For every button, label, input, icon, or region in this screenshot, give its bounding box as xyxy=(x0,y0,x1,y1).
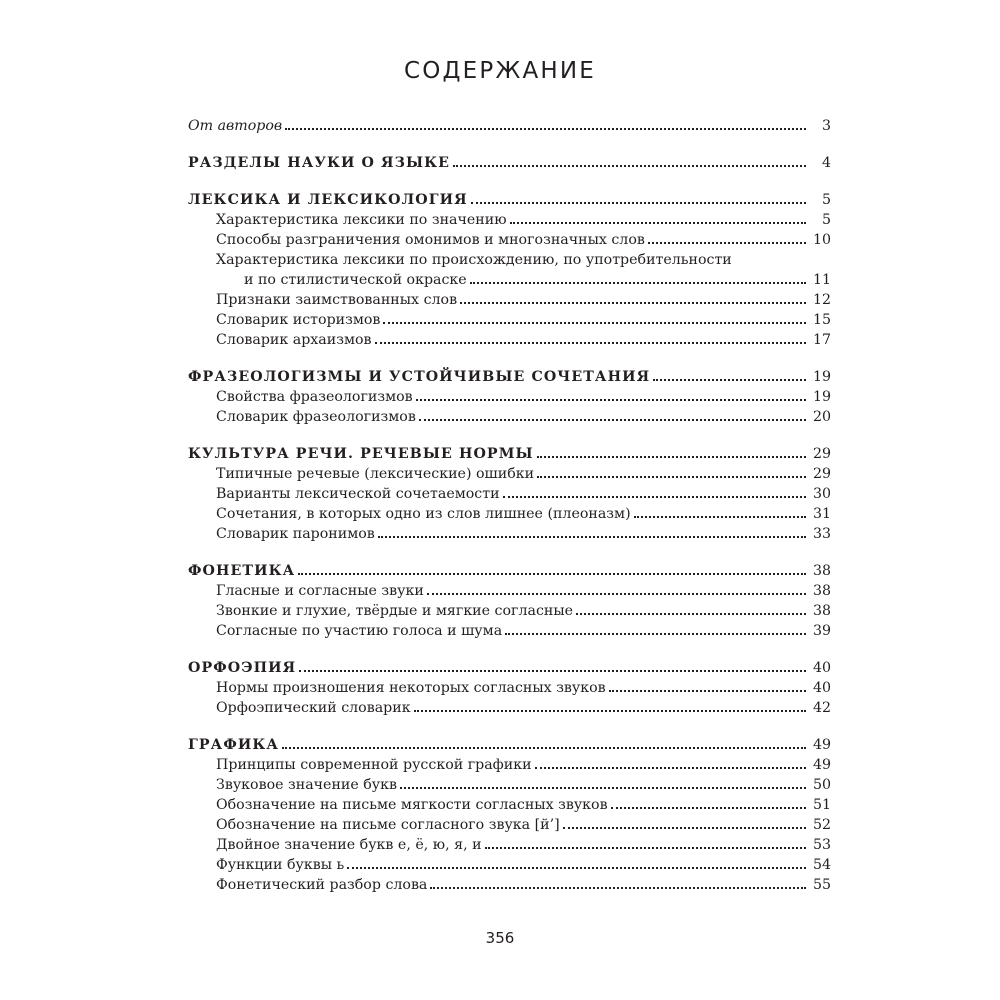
toc-section-heading[interactable] xyxy=(188,733,831,753)
dot-leader xyxy=(634,507,806,518)
toc-entry-page: 20 xyxy=(812,409,831,425)
toc-entry-page: 53 xyxy=(812,837,831,853)
toc-section xyxy=(188,151,831,171)
dot-leader xyxy=(576,604,806,615)
toc-entry-page: 40 xyxy=(812,660,831,676)
toc-section-heading[interactable] xyxy=(188,188,831,208)
toc-entry-page: 29 xyxy=(812,466,831,482)
dot-leader xyxy=(609,681,806,692)
toc-entry-label: Гласные и согласные звуки xyxy=(216,583,424,599)
toc-entry-page: 4 xyxy=(821,155,831,171)
toc-entry-page: 42 xyxy=(812,700,831,716)
toc-entry-label: Нормы произношения некоторых согласных звуков xyxy=(216,680,606,696)
toc-entry-label: Способы разграничения омонимов и многозначных слов xyxy=(216,232,645,248)
dot-leader xyxy=(282,738,806,749)
toc-section xyxy=(188,188,831,348)
toc-entry[interactable] xyxy=(188,773,831,793)
toc-section xyxy=(188,442,831,542)
toc-entry[interactable] xyxy=(188,676,831,696)
toc-entry[interactable] xyxy=(188,502,831,522)
toc-entry-label: Признаки заимствованных слов xyxy=(216,292,458,308)
toc-entry-page: 38 xyxy=(812,603,831,619)
toc-entry[interactable] xyxy=(188,268,831,288)
toc-entry-label: ФОНЕТИКА xyxy=(188,563,296,579)
dot-leader xyxy=(378,527,806,538)
toc-entry-page: 17 xyxy=(812,332,831,348)
toc-entry[interactable] xyxy=(188,114,831,134)
toc-entry-label: Принципы современной русской графики xyxy=(216,757,532,773)
toc-entry-page: 49 xyxy=(812,737,831,753)
toc-entry-page: 38 xyxy=(812,563,831,579)
toc-entry[interactable] xyxy=(188,228,831,248)
toc-entry-page: 29 xyxy=(812,446,831,462)
dot-leader xyxy=(416,390,806,401)
toc-entry-label: Словарик архаизмов xyxy=(216,332,372,348)
dot-leader xyxy=(419,410,806,421)
dot-leader xyxy=(400,778,806,789)
toc-entry-label: Звонкие и глухие, твёрдые и мягкие согласные xyxy=(216,603,574,619)
toc-entry-page: 10 xyxy=(812,232,831,248)
dot-leader xyxy=(383,313,806,324)
toc-entry[interactable] xyxy=(188,696,831,716)
dot-leader xyxy=(537,447,806,458)
toc-section xyxy=(188,365,831,425)
toc-entry-label: Звуковое значение букв xyxy=(216,777,398,793)
dot-leader xyxy=(347,858,806,869)
dot-leader xyxy=(375,333,806,344)
toc-entry-page: 40 xyxy=(812,680,831,696)
dot-leader xyxy=(427,584,806,595)
toc-entry-page: 19 xyxy=(812,369,831,385)
toc-entry[interactable] xyxy=(188,813,831,833)
toc-entry-label: Обозначение на письме мягкости согласных звуков xyxy=(216,797,608,813)
toc-entry-label: КУЛЬТУРА РЕЧИ. РЕЧЕВЫЕ НОРМЫ xyxy=(188,446,534,462)
toc-entry-label: Варианты лексической сочетаемости xyxy=(216,486,500,502)
toc-entry-page: 19 xyxy=(812,389,831,405)
toc-section-heading[interactable] xyxy=(188,559,831,579)
toc-entry-label: Сочетания, в которых одно из слов лишнее (плеоназм) xyxy=(216,506,631,522)
toc-entry[interactable] xyxy=(188,328,831,348)
dot-leader xyxy=(285,119,806,130)
dot-leader xyxy=(535,758,806,769)
toc-entry-label: Согласные по участию голоса и шума xyxy=(216,623,503,639)
toc-entry-page: 30 xyxy=(812,486,831,502)
toc-section-heading[interactable] xyxy=(188,151,831,171)
toc-entry[interactable] xyxy=(188,482,831,502)
toc-entry[interactable] xyxy=(188,308,831,328)
dot-leader xyxy=(299,661,806,672)
dot-leader xyxy=(453,156,806,167)
toc-section-heading[interactable] xyxy=(188,656,831,676)
toc-entry-label: Типичные речевые (лексические) ошибки xyxy=(216,466,535,482)
toc-entry-label: Двойное значение букв е, ё, ю, я, и xyxy=(216,837,482,853)
toc-entry-page: 5 xyxy=(821,192,831,208)
dot-leader xyxy=(563,818,806,829)
toc-entry[interactable] xyxy=(188,753,831,773)
toc-entry[interactable] xyxy=(188,385,831,405)
toc-entry-label: Обозначение на письме согласного звука [й’] xyxy=(216,817,560,833)
toc-entry-page: 3 xyxy=(821,118,831,134)
dot-leader xyxy=(510,213,806,224)
toc-entry-label: Орфоэпический словарик xyxy=(216,700,411,716)
table-of-contents xyxy=(188,114,831,910)
toc-entry[interactable] xyxy=(188,405,831,425)
toc-entry[interactable] xyxy=(188,793,831,813)
toc-entry-page: 15 xyxy=(812,312,831,328)
toc-section xyxy=(188,559,831,639)
toc-entry-label: Словарик фразеологизмов xyxy=(216,409,416,425)
dot-leader xyxy=(648,233,806,244)
toc-entry-page: 50 xyxy=(812,777,831,793)
dot-leader xyxy=(503,487,806,498)
toc-entry-page: 52 xyxy=(812,817,831,833)
toc-entry-page: 12 xyxy=(812,292,831,308)
toc-entry[interactable] xyxy=(188,619,831,639)
toc-section-heading[interactable] xyxy=(188,442,831,462)
toc-entry[interactable] xyxy=(188,873,831,893)
dot-leader xyxy=(505,624,806,635)
toc-entry-label: Словарик паронимов xyxy=(216,526,375,542)
dot-leader xyxy=(653,370,806,381)
toc-section-heading[interactable] xyxy=(188,365,831,385)
page-title: СОДЕРЖАНИЕ xyxy=(403,58,597,84)
toc-section xyxy=(188,733,831,893)
dot-leader xyxy=(537,467,806,478)
toc-entry[interactable] xyxy=(188,579,831,599)
toc-entry[interactable] xyxy=(188,288,831,308)
dot-leader xyxy=(470,273,806,284)
toc-entry-label: Свойства фразеологизмов xyxy=(216,389,413,405)
toc-entry-label: От авторов xyxy=(188,118,283,134)
toc-entry-label-continued: и по стилистической окраске xyxy=(244,272,467,288)
page-number: 356 xyxy=(485,929,515,947)
dot-leader xyxy=(414,701,806,712)
toc-entry[interactable] xyxy=(188,833,831,853)
dot-leader xyxy=(298,564,806,575)
toc-entry-label: ОРФОЭПИЯ xyxy=(188,660,297,676)
toc-section xyxy=(188,114,831,134)
toc-entry-page: 51 xyxy=(812,797,831,813)
toc-entry-page: 55 xyxy=(812,877,831,893)
toc-entry-label: Функции буквы ь xyxy=(216,857,345,873)
toc-entry-label: ФРАЗЕОЛОГИЗМЫ И УСТОЙЧИВЫЕ СОЧЕТАНИЯ xyxy=(188,369,651,385)
toc-entry[interactable] xyxy=(188,522,831,542)
dot-leader xyxy=(611,798,806,809)
toc-entry-label: РАЗДЕЛЫ НАУКИ О ЯЗЫКЕ xyxy=(188,155,451,171)
toc-entry-line[interactable] xyxy=(188,248,831,268)
toc-entry-page: 39 xyxy=(812,623,831,639)
toc-entry-page: 54 xyxy=(812,857,831,873)
toc-entry-label: Характеристика лексики по значению xyxy=(216,212,507,228)
dot-leader xyxy=(460,293,806,304)
toc-entry-label: ЛЕКСИКА И ЛЕКСИКОЛОГИЯ xyxy=(188,192,468,208)
toc-entry-label: Характеристика лексики по происхождению, по употребительности xyxy=(216,252,732,268)
dot-leader xyxy=(485,838,806,849)
toc-entry-page: 31 xyxy=(812,506,831,522)
toc-entry-page: 33 xyxy=(812,526,831,542)
toc-entry[interactable] xyxy=(188,462,831,482)
toc-section xyxy=(188,656,831,716)
toc-entry-page: 38 xyxy=(812,583,831,599)
dot-leader xyxy=(471,193,806,204)
dot-leader xyxy=(430,878,806,889)
toc-entry-page: 49 xyxy=(812,757,831,773)
toc-entry-page: 5 xyxy=(821,212,831,228)
toc-entry[interactable] xyxy=(188,853,831,873)
toc-entry[interactable] xyxy=(188,208,831,228)
toc-entry-label: Словарик историзмов xyxy=(216,312,381,328)
toc-entry[interactable] xyxy=(188,599,831,619)
toc-entry-page: 11 xyxy=(812,272,831,288)
toc-entry-label: Фонетический разбор слова xyxy=(216,877,428,893)
toc-entry-label: ГРАФИКА xyxy=(188,737,280,753)
